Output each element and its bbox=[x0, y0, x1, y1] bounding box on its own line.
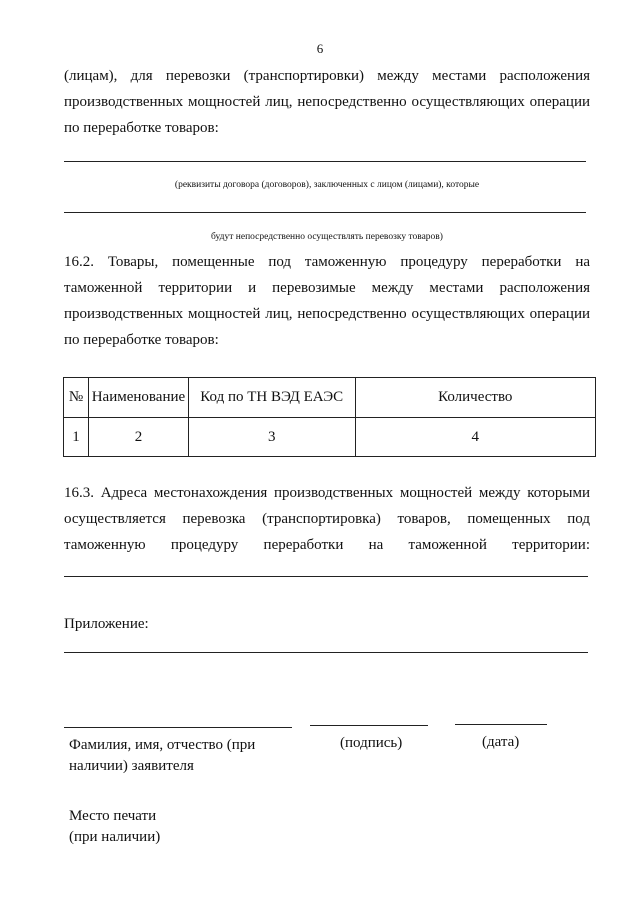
stamp-label-line: (при наличии) bbox=[69, 829, 161, 845]
attachment-label: Приложение: bbox=[64, 616, 149, 632]
column-number: 1 bbox=[64, 418, 89, 457]
column-number: 4 bbox=[355, 418, 596, 457]
intro-line: по переработке товаров: bbox=[64, 120, 219, 136]
stamp-place-label bbox=[69, 806, 160, 848]
section-16-2-line: производственных мощностей лиц, непосредственно осуществляющих операции bbox=[64, 306, 590, 322]
section-16-2 bbox=[64, 249, 590, 353]
date-label: (дата) bbox=[482, 734, 520, 750]
column-number: 2 bbox=[88, 418, 188, 457]
column-number: 3 bbox=[188, 418, 355, 457]
contract-caption-1: (реквизиты договора (договоров), заключенных с лицом (лицами), которые bbox=[174, 180, 480, 190]
intro-line: (лицам), для перевозки (транспортировки) между местами расположения bbox=[64, 68, 590, 84]
contract-caption-2: будут непосредственно осуществлять перевозку товаров) bbox=[211, 232, 443, 242]
contract-blank-line-2 bbox=[64, 212, 586, 213]
applicant-name-label-line: Фамилия, имя, отчество (при bbox=[69, 737, 256, 753]
table-row bbox=[64, 418, 596, 457]
applicant-name-label bbox=[69, 735, 255, 777]
page-number: 6 bbox=[316, 41, 324, 56]
signature-blank-line bbox=[310, 725, 428, 726]
section-16-3-line: таможенную процедуру переработки на таможенной территории: bbox=[64, 537, 590, 553]
section-16-2-line: таможенной территории и перевозимые между местами расположения bbox=[64, 280, 590, 296]
section-16-2-line: по переработке товаров: bbox=[64, 332, 219, 348]
intro-line: производственных мощностей лиц, непосредственно осуществляющих операции bbox=[64, 94, 590, 110]
stamp-label-line: Место печати bbox=[69, 808, 157, 824]
header-hs-code: Код по ТН ВЭД ЕАЭС bbox=[188, 378, 355, 418]
applicant-name-label-line: наличии) заявителя bbox=[69, 758, 194, 774]
table-header-row bbox=[64, 378, 596, 418]
address-blank-line bbox=[64, 576, 588, 577]
section-16-2-line: 16.2. Товары, помещенные под таможенную процедуру переработки на bbox=[64, 254, 590, 270]
section-16-3-line: 16.3. Адреса местонахождения производственных мощностей между которыми bbox=[64, 485, 590, 501]
goods-table bbox=[63, 377, 596, 457]
date-blank-line bbox=[455, 724, 547, 725]
attachment-blank-line bbox=[64, 652, 588, 653]
header-name: Наименование bbox=[88, 378, 188, 418]
section-16-3 bbox=[64, 480, 590, 558]
section-16-3-line: осуществляется перевозка (транспортировка) товаров, помещенных под bbox=[64, 511, 590, 527]
name-blank-line bbox=[64, 727, 292, 728]
contract-blank-line-1 bbox=[64, 161, 586, 162]
header-number: № bbox=[64, 378, 89, 418]
intro-paragraph bbox=[64, 63, 590, 141]
signature-label: (подпись) bbox=[340, 735, 403, 751]
header-quantity: Количество bbox=[355, 378, 596, 418]
